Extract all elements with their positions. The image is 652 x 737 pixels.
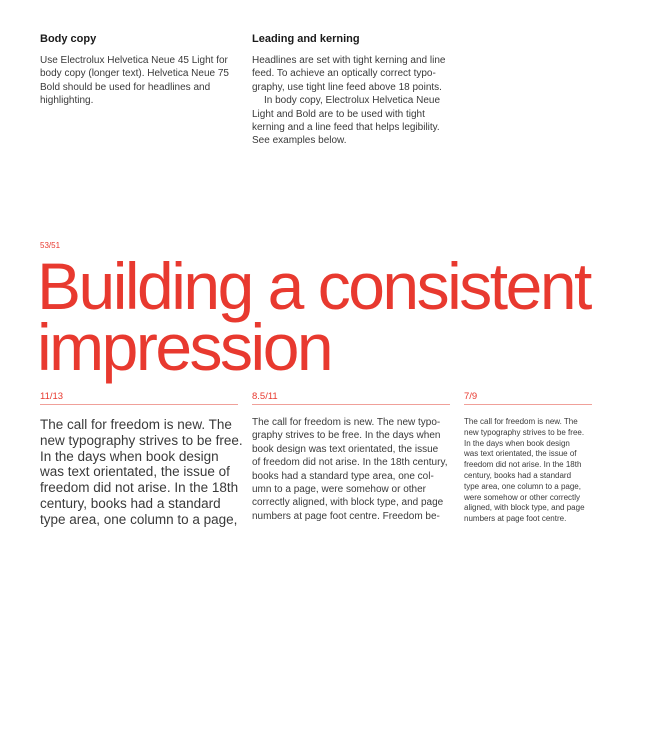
sample-line: new typography strives to be free. (40, 432, 243, 448)
section-tag: 53/51 (40, 241, 61, 250)
sample-line: book design was text orientated, the issue (252, 443, 439, 455)
sample-rule (464, 404, 592, 405)
leading-kerning-heading: Leading and kerning (252, 33, 360, 45)
body-copy-line: body copy (longer text). Helvetica Neue 75 (40, 68, 229, 80)
leading-kerning-line: Light and Bold are to be used with tight (252, 108, 425, 120)
sample-line: graphy strives to be free. In the days when (252, 430, 441, 442)
sample-line: The call for freedom is new. The (40, 417, 232, 432)
sample-line: type area, one column to a page, (40, 511, 238, 527)
leading-kerning-text (252, 54, 462, 148)
sample-line: In the days when book design (40, 448, 219, 464)
sample-line: was text orientated, the issue of (464, 449, 577, 459)
sample-line: century, books had a standard (40, 495, 221, 511)
sample-line: aligned, with block type, and page (464, 503, 585, 513)
sample-line: type area, one column to a page, (464, 481, 581, 491)
sample-line: new typography strives to be free. (464, 427, 585, 437)
sample-line: numbers at page foot centre. Freedom be- (252, 510, 440, 522)
sample-line: The call for freedom is new. The new typo- (252, 417, 441, 428)
body-copy-line: Bold should be used for headlines and (40, 81, 211, 93)
body-copy-line: Use Electrolux Helvetica Neue 45 Light for (40, 55, 228, 66)
body-copy-heading: Body copy (40, 33, 97, 45)
leading-kerning-line: In body copy, Electrolux Helvetica Neue (264, 95, 441, 107)
leading-kerning-line: feed. To achieve an optically correct typo- (252, 68, 436, 80)
sample-line: The call for freedom is new. The (464, 417, 578, 426)
body-copy-text (40, 54, 240, 108)
sample-text-7-9 (464, 417, 599, 525)
sample-label-11-13: 11/13 (40, 391, 64, 402)
sample-line: umn to a page, were somehow or other (252, 484, 426, 496)
sample-rule (40, 404, 238, 405)
sample-line: was text orientated, the issue of (40, 464, 230, 480)
sample-line: In the days when book design (464, 438, 570, 448)
sample-line: correctly aligned, with block type, and page (252, 497, 444, 509)
leading-kerning-line: kerning and a line feed that helps legibility. (252, 122, 440, 134)
sample-line: were somehow or other correctly (464, 492, 581, 502)
sample-line: century, books had a standard (464, 470, 572, 480)
sample-line: of freedom did not arise. In the 18th century, (252, 457, 448, 469)
sample-rule (252, 404, 450, 405)
page-title-line-1: Building a consistent (37, 249, 590, 323)
sample-line: books had a standard type area, one col- (252, 470, 434, 482)
leading-kerning-line: See examples below. (252, 135, 347, 147)
sample-label-7-9: 7/9 (464, 391, 478, 402)
sample-line: freedom did not arise. In the 18th (40, 480, 239, 496)
body-copy-line: highlighting. (40, 95, 94, 107)
sample-text-11-13 (40, 417, 245, 528)
page-title-line-2: impression (37, 310, 332, 384)
sample-label-8-5-11: 8.5/11 (252, 391, 278, 402)
sample-text-8-5-11 (252, 416, 457, 523)
leading-kerning-line: Headlines are set with tight kerning and line (252, 55, 446, 66)
sample-line: numbers at page foot centre. (464, 514, 567, 524)
leading-kerning-line: graphy, use tight line feed above 18 points. (252, 81, 442, 93)
sample-line: freedom did not arise. In the 18th (464, 460, 582, 470)
